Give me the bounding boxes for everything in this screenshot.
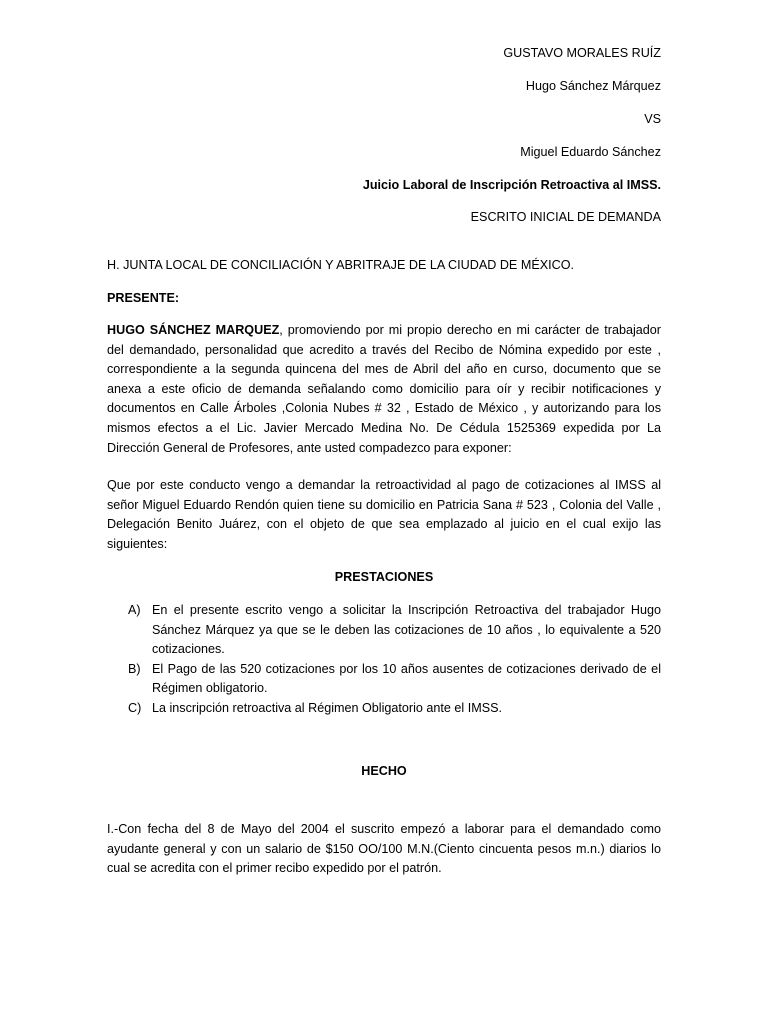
- list-marker: B): [128, 661, 141, 676]
- addressee: H. JUNTA LOCAL DE CONCILIACIÓN Y ABRITRAJE DE LA CIUDAD DE MÉXICO.: [107, 258, 575, 272]
- plaintiff-name: Hugo Sánchez Márquez: [525, 78, 661, 93]
- hecho-heading: HECHO: [361, 764, 407, 778]
- list-item: [107, 699, 661, 719]
- demand-paragraph: Que por este conducto vengo a demandar la retroactividad al pago de cotizaciones al IMSS al señor Miguel Eduardo Rendón quien tiene su domicilio en Patricia Sana # 523 , Colonia del Valle , Delegación Benito Juárez, con el objeto de que sea emplazado al juicio en el cual exijo las siguientes:: [107, 478, 661, 551]
- case-title: Juicio Laboral de Inscripción Retroactiva al IMSS.: [362, 177, 661, 192]
- intro-name: HUGO SÁNCHEZ MARQUEZ: [107, 323, 280, 337]
- intro-paragraph: [107, 321, 661, 458]
- versus-label: VS: [644, 111, 661, 126]
- intro-text: , promoviendo por mi propio derecho en mi carácter de trabajador del demandado, personalidad que acredito a través del Recibo de Nómina expedido por este , correspondiente a la segunda quincena del mes de Abril del año en curso, documento que se anexa a este oficio de demanda señalando como domicilio para oír y recibir notificaciones y documentos en Calle Árboles ,Colonia Nubes # 32 , Estado de México , y autorizando para los mismos efectos a el Lic. Javier Mercado Medina No. De Cédula 1525369 expedida por La Dirección General de Profesores, ante usted compadezco para exponer:: [107, 323, 661, 455]
- document-type: ESCRITO INICIAL DE DEMANDA: [470, 210, 661, 225]
- list-item: [107, 601, 661, 660]
- list-marker: C): [128, 700, 142, 715]
- hecho-paragraph: I.-Con fecha del 8 de Mayo del 2004 el suscrito empezó a laborar para el demandado como ayudante general y con un salario de $150 OO/100 M.N.(Ciento cincuenta pesos m.n.) diarios lo cual se acredita con el primer recibo expedido por el patrón.: [107, 822, 661, 876]
- prestaciones-heading: PRESTACIONES: [334, 570, 434, 584]
- list-item-text: El Pago de las 520 cotizaciones por los 10 años ausentes de cotizaciones derivado de el Régimen obligatorio.: [152, 661, 661, 696]
- list-item: [107, 660, 661, 699]
- list-item-text: La inscripción retroactiva al Régimen Obligatorio ante el IMSS.: [152, 700, 502, 715]
- defendant-name: Miguel Eduardo Sánchez: [520, 144, 661, 159]
- list-marker: A): [128, 603, 141, 617]
- list-item-text: En el presente escrito vengo a solicitar la Inscripción Retroactiva del trabajador Hugo Sánchez Márquez ya que se le deben las cotizaciones de 10 años , lo equivalente a 520 cotizaciones.: [152, 603, 661, 657]
- case-header: [363, 44, 661, 241]
- prestaciones-list: [107, 601, 661, 719]
- presente-label: PRESENTE:: [107, 291, 180, 305]
- lawyer-name: GUSTAVO MORALES RUÍZ: [503, 46, 661, 60]
